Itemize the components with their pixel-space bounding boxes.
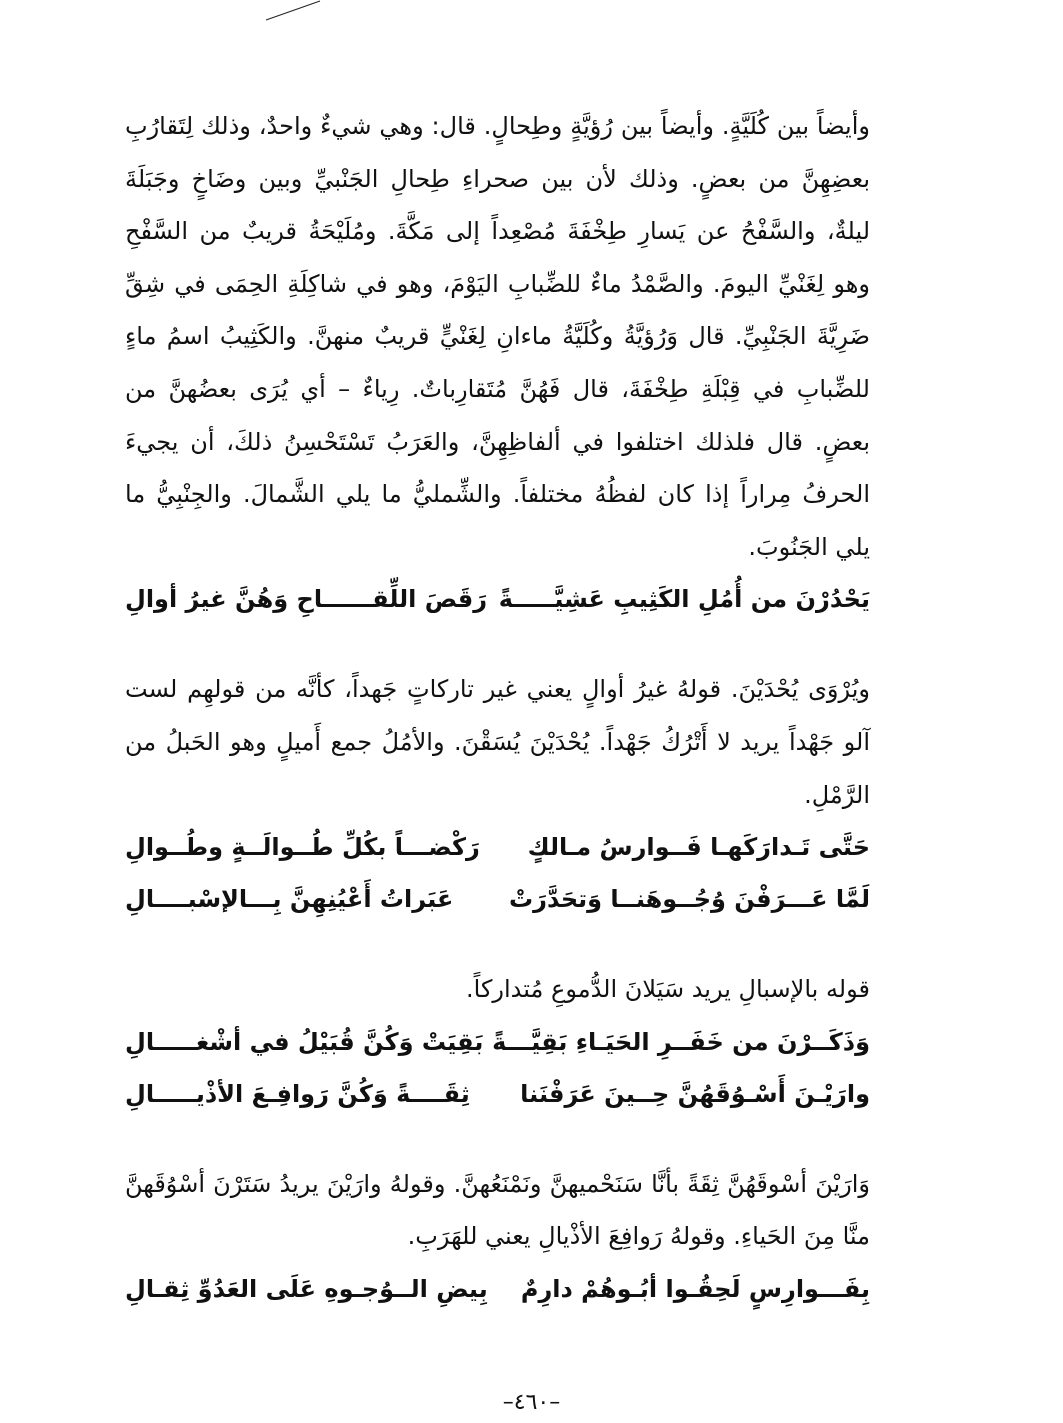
verse-second-hemistich: رَكْضـــاً بكُلِّ طُــوالَــةٍ وطُــوالِ <box>125 833 480 862</box>
verse-first-hemistich: وارَيْـنَ أَسْـوُقَهُنَّ حِــينَ عَرَفْنَنا <box>520 1079 870 1108</box>
paragraph: قوله بالإسبالِ يريد سَيَلانَ الدُّموعِ مُتداركاً. <box>466 975 870 1004</box>
verse-second-hemistich: بَقِيَتْ وَكُنَّ قُبَيْلُ في أشْغـــــالِ <box>125 1027 484 1056</box>
verse-second-hemistich: رَقَصَ اللِّقــــــاحِ وَهُنَّ غيرُ أوالِ <box>125 585 488 614</box>
scan-artifact-line <box>262 0 322 22</box>
verse-line <box>125 873 870 925</box>
verse-second-hemistich: عَبَراتُ أَعْيُنِهِنَّ بِـــالإسْبــــالِ <box>125 885 454 914</box>
page-number: –٤٦٠– <box>502 1390 561 1415</box>
verse-first-hemistich: بِفَـــوارِسٍ لَحِقُـوا أبُـوهُمْ دارِمٌ <box>520 1274 870 1303</box>
verse-line <box>125 573 870 625</box>
verse-line <box>125 1068 870 1120</box>
page-body <box>125 100 870 1315</box>
paragraph: ويُرْوَى يُحْدَيْنَ. قولهُ غيرُ أوالٍ يعني غير تاركاتٍ جَهداً، كأنَّه من قولهِم لست آلو جَهْداً يريد لا أَتْرُكُ جَهْداً. يُحْدَيْنَ يُسَقْنَ. والأمُلُ جمع أَميلٍ وهو الحَبلُ من الرَّمْلِ. <box>125 675 870 809</box>
verse-first-hemistich: حَتَّى تَـدارَكَهـا فَــوارسُ مـالكٍ <box>527 833 870 862</box>
verse-first-hemistich: وَذَكَــرْنَ من خَفَــرِ الحَيَـاءِ بَقِيَّـــةً <box>492 1027 870 1056</box>
verse-first-hemistich: لَمَّا عَـــرَفْنَ وُجُــوهَنــا وَتحَدَّرَتْ <box>509 885 870 914</box>
paragraph: وأيضاً بين كُلَيَّةٍ. وأيضاً بين رُؤيَّةٍ وطِحالٍ. قال: وهي شيءٌ واحدٌ، وذلك لِتَقارُبِ بعضِهِنَّ من بعضٍ. وذلك لأن بين صحراءِ طِحالِ الجَنْبيِّ وبين وضَاخٍ وجَبَلَةَ ليلةٌ، والسَّفْحُ عن يَسارِ طِخْفَةَ مُصْعِداً إلى مَكَّةَ. ومُلَيْحَةُ قريبٌ من السَّفْحِ وهو لِغَنْيِّ اليومَ. والصَّمْدُ ماءٌ للضِّبابِ اليَوْمَ، وهو في شاكِلَةِ الحِمَى في شِقِّ ضَرِيَّةَ الجَنْبِيِّ. قال وَرُؤيَّةُ وكُلَيَّةُ ماءانِ لِغَنْيٍّ قريبٌ منهنَّ. والكَثِيبُ اسمُ ماءٍ للضِّبابِ في قِبْلَةِ طِخْفَةَ، قال فَهُنَّ مُتَقارِباتٌ. رِياءٌ – أي يُرَى بعضُهنَّ من بعضٍ. قال فلذلك اختلفوا في ألفاظِهِنَّ، والعَرَبُ تَسْتَحْسِنُ ذلكَ، أن يجيءَ الحرفُ مِراراً إذا كان لفظُهُ مختلفاً. والشِّمليُّ ما يلي الشَّمالَ. والجِنْبِيُّ ما يلي الجَنُوبَ. <box>125 112 870 561</box>
verse-line <box>125 821 870 873</box>
verse-line <box>125 1263 870 1315</box>
paragraph: وَارَيْنَ أسْوقَهُنَّ ثِقَةً بأنَّا سَنَحْميهنَّ ونَمْنَعُهنَّ. وقولهُ وارَيْنَ يريدُ سَتَرْنَ أسْوُقَهنَّ منَّا مِنَ الحَياءِ. وقولهُ رَوافِعَ الأذْيالِ يعني للهَرَبِ. <box>125 1169 870 1251</box>
verse-second-hemistich: بِيضِ الــوُجـوهِ عَلَى العَدُوِّ ثِقـالِ <box>125 1274 488 1303</box>
verse-first-hemistich: يَحْدُرْنَ من أُمُلِ الكَثِيبِ عَشِيَّـــــةً <box>498 585 870 614</box>
verse-second-hemistich: ثِقَــــةً وَكُنَّ رَوافِـعَ الأذْيـــــالِ <box>125 1079 470 1108</box>
verse-line <box>125 1016 870 1068</box>
